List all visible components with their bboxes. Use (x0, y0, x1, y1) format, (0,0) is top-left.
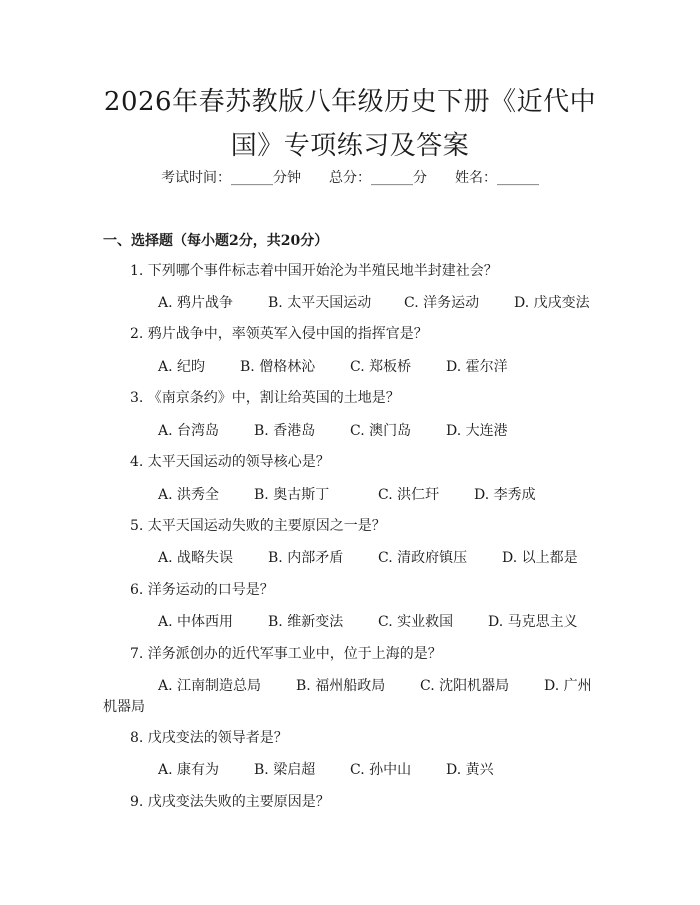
question-7-options (158, 677, 592, 695)
option-c: C. 清政府镇压 (378, 550, 468, 566)
option-d: D. 戊戌变法 (514, 295, 590, 311)
question-6-options (158, 613, 578, 631)
option-c: C. 澳门岛 (350, 423, 412, 439)
option-b: B. 僧格林沁 (240, 359, 316, 375)
question-2-options (158, 358, 508, 376)
option-c: C. 沈阳机器局 (420, 678, 510, 694)
option-a: A. 江南制造总局 (158, 678, 262, 694)
option-b: B. 维新变法 (268, 614, 344, 630)
question-7-option-d-wrap: 机器局 (103, 699, 145, 715)
question-5-options (158, 549, 578, 567)
question-1: 1. 下列哪个事件标志着中国开始沦为半殖民地半封建社会？ (130, 263, 498, 279)
document-title-line-2: 国》专项练习及答案 (230, 131, 470, 161)
question-4-options (158, 486, 536, 504)
option-d: D. 黄兴 (446, 762, 494, 778)
question-8: 8. 戊戌变法的领导者是？ (130, 730, 288, 746)
option-b: B. 梁启超 (254, 762, 316, 778)
option-d: D. 大连港 (446, 423, 508, 439)
option-c: C. 郑板桥 (350, 359, 412, 375)
option-b: B. 内部矛盾 (268, 550, 344, 566)
document-title-line-1: 2026年春苏教版八年级历史下册《近代中 (103, 87, 597, 117)
question-3: 3. 《南京条约》中，割让给英国的土地是？ (130, 390, 400, 406)
option-a: A. 鸦片战争 (158, 295, 234, 311)
option-b: B. 太平天国运动 (268, 295, 372, 311)
option-a: A. 纪昀 (158, 359, 206, 375)
question-7: 7. 洋务派创办的近代军事工业中，位于上海的是？ (130, 646, 442, 662)
option-a: A. 台湾岛 (158, 423, 220, 439)
option-a: A. 战略失误 (158, 550, 234, 566)
question-1-options (158, 294, 590, 312)
option-b: B. 福州船政局 (296, 678, 386, 694)
option-c: C. 洋务运动 (404, 295, 480, 311)
option-c: C. 洪仁玕 (378, 487, 440, 503)
question-4: 4. 太平天国运动的领导核心是？ (130, 454, 330, 470)
option-d: D. 广州 (544, 678, 592, 694)
question-5: 5. 太平天国运动失败的主要原因之一是？ (130, 518, 386, 534)
option-c: C. 实业救国 (378, 614, 454, 630)
section-heading: 一、选择题（每小题2分，共20分） (103, 233, 329, 249)
exam-score-field: 总分：______分 (329, 170, 427, 186)
exam-info-line (0, 168, 700, 188)
option-d: D. 以上都是 (502, 550, 578, 566)
question-9: 9. 戊戌变法失败的主要原因是？ (130, 794, 330, 810)
option-d: D. 李秀成 (474, 487, 536, 503)
question-6: 6. 洋务运动的口号是？ (130, 582, 274, 598)
option-c: C. 孙中山 (350, 762, 412, 778)
option-a: A. 洪秀全 (158, 487, 220, 503)
exam-name-field: 姓名：______ (455, 170, 539, 186)
question-2: 2. 鸦片战争中，率领英军入侵中国的指挥官是？ (130, 326, 428, 342)
exam-time-field: 考试时间：______分钟 (161, 170, 301, 186)
question-3-options (158, 422, 508, 440)
option-b: B. 香港岛 (254, 423, 316, 439)
option-a: A. 康有为 (158, 762, 220, 778)
question-8-options (158, 761, 494, 779)
option-d: D. 霍尔洋 (446, 359, 508, 375)
option-a: A. 中体西用 (158, 614, 234, 630)
option-b: B. 奥古斯丁 (254, 487, 330, 503)
option-d: D. 马克思主义 (488, 614, 578, 630)
